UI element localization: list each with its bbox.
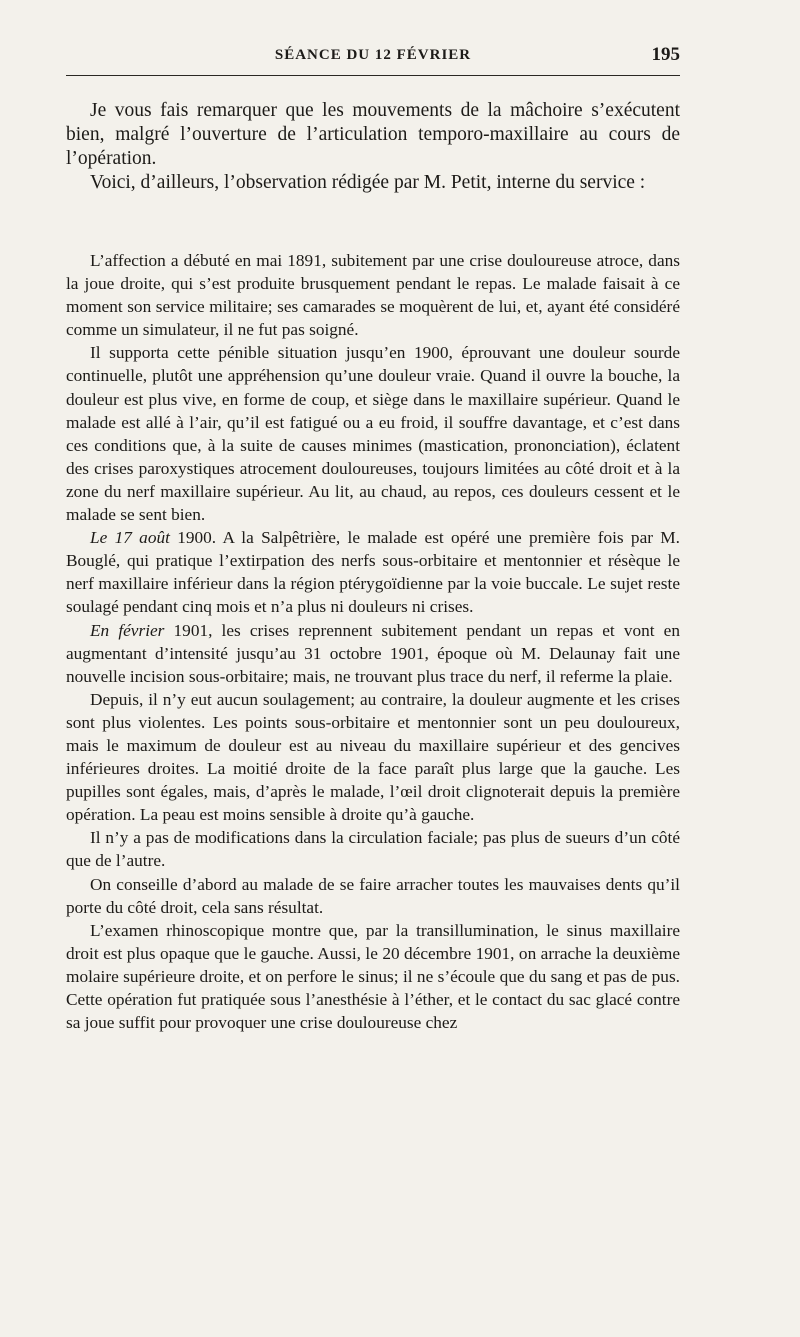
observation-text (66, 249, 680, 1034)
observation-paragraph: Il supporta cette pénible situation jusqu’en 1900, éprouvant une douleur sourde continuelle, plutôt une appréhension qu’une douleur vraie. Quand il ouvre la bouche, la douleur est plus vive, en forme de coup, et siège dans le maxillaire supérieur. Quand le malade est allé à l’air, qu’il est fatigué ou a eu froid, il souffre davantage, et c’est dans ces conditions que, à la suite de causes minimes (mastication, prononciation), éclatent des crises paroxystiques atrocement douloureuses, toujours limitées au côté droit et à la zone du nerf maxillaire supérieur. Au lit, au chaud, au repos, ces douleurs cessent et le malade se sent bien. (66, 343, 680, 525)
date-lead: Le 17 août (90, 528, 170, 548)
observation-paragraph: L’examen rhinoscopique montre que, par la transillumination, le sinus maxillaire droit est plus opaque que le gauche. Aussi, le 20 décembre 1901, on arrache la deuxième molaire supérieure droite, et on perfore le sinus; il ne s’écoule que du sang et pas de pus. Cette opération fut pratiquée sous l’anesthésie à l’éther, et le contact du sac glacé contre sa joue suffit pour provoquer une crise douloureuse chez (66, 920, 680, 1033)
observation-paragraph: L’affection a débuté en mai 1891, subitement par une crise douloureuse atroce, dans la joue droite, qui s’est produite brusquement pendant le repas. Le malade faisait à ce moment son service militaire; ses camarades se moquèrent de lui, et, ayant été considéré comme un simulateur, il ne fut pas soigné. (66, 251, 680, 340)
header-rule (66, 75, 680, 76)
intro-text (66, 99, 680, 195)
page-number: 195 (651, 44, 680, 65)
page-header (66, 44, 680, 74)
intro-paragraph: Voici, d’ailleurs, l’observation rédigée par M. Petit, interne du service : (90, 172, 646, 193)
observation-paragraph: Il n’y a pas de modifications dans la circulation faciale; pas plus de sueurs d’un côté que de l’autre. (66, 828, 680, 871)
observation-paragraph: Depuis, il n’y eut aucun soulagement; au contraire, la douleur augmente et les crises sont plus violentes. Les points sous-orbitaire et mentonnier sont un peu douloureux, mais le maximum de douleur est au niveau du maxillaire supérieur et des gencives inférieures droites. La moitié droite de la face paraît plus large que la gauche. Les pupilles sont égales, mais, d’après le malade, l’œil droit clignoterait depuis la première opération. La peau est moins sensible à droite qu’à gauche. (66, 689, 680, 825)
observation-paragraph (66, 526, 680, 618)
date-lead: En février (90, 620, 165, 640)
observation-paragraph: On conseille d’abord au malade de se faire arracher toutes les mauvaises dents qu’il porte du côté droit, cela sans résultat. (66, 874, 680, 917)
running-title: SÉANCE DU 12 FÉVRIER (274, 47, 472, 63)
paragraph-body: 1900. A la Salpêtrière, le malade est opéré une première fois par M. Bouglé, qui pratique l’extirpation des nerfs sous-orbitaire et mentonnier et résèque le nerf maxillaire inférieur dans la région ptérygoïdienne par la voie buccale. Le sujet reste soulagé pendant cinq mois et n’a plus ni douleurs ni crises. (66, 528, 680, 617)
paragraph-body: 1901, les crises reprennent subitement pendant un repas et vont en augmentant d’intensité jusqu’au 31 octobre 1901, époque où M. Delaunay fait une nouvelle incision sous-orbitaire; mais, ne trouvant plus trace du nerf, il referme la plaie. (66, 620, 680, 686)
observation-paragraph (66, 619, 680, 688)
intro-paragraph: Je vous fais remarquer que les mouvements de la mâchoire s’exécutent bien, malgré l’ouverture de l’articulation temporo-maxillaire au cours de l’opération. (66, 100, 680, 169)
